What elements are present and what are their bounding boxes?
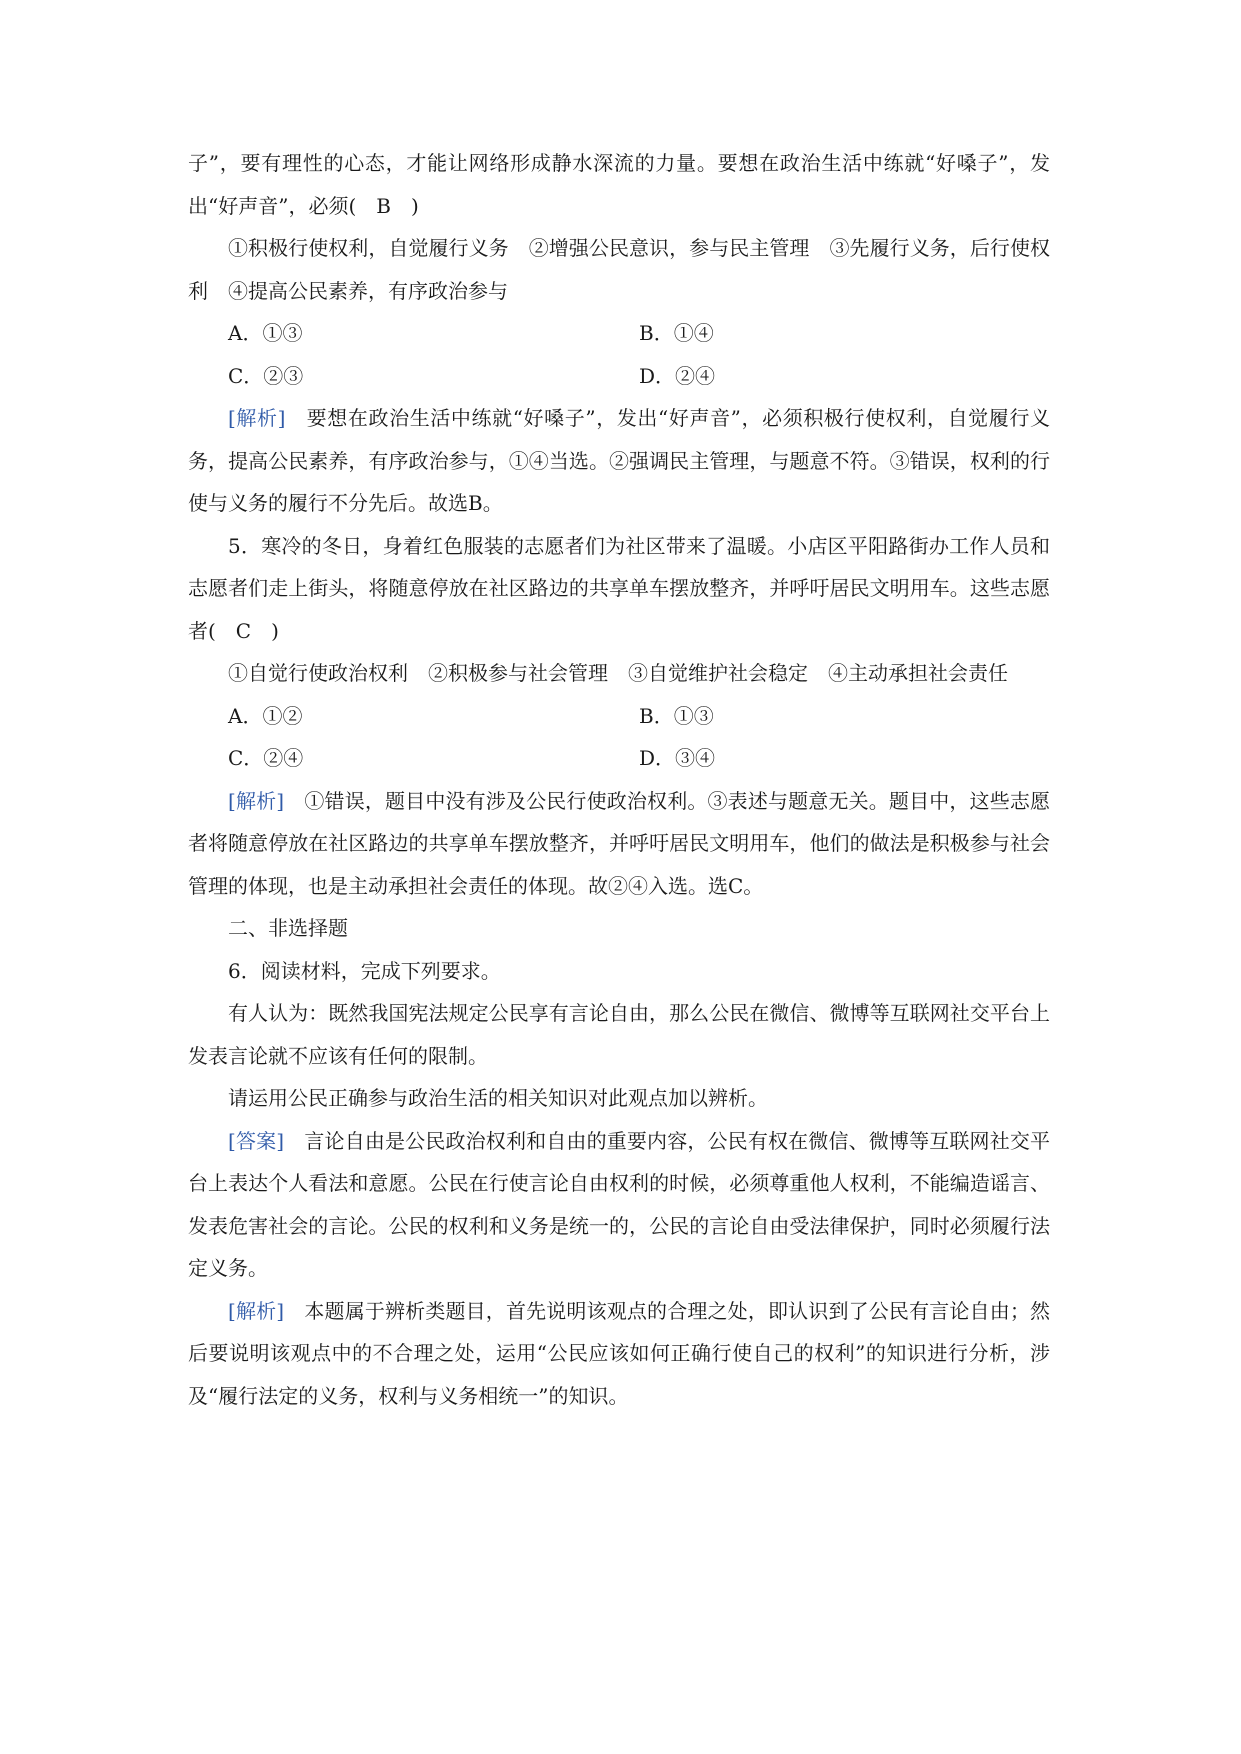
q4-items: ①积极行使权利，自觉履行义务 ②增强公民意识，参与民主管理 ③先履行义务，后行使权利 ④提高公民素养，有序政治参与 xyxy=(188,236,1050,303)
q5-options-row2 xyxy=(188,737,1050,780)
q5-analysis-text: ①错误，题目中没有涉及公民行使政治权利。③表述与题意无关。题目中，这些志愿者将随意停放在社区路边的共享单车摆放整齐，并呼吁居民文明用车，他们的做法是积极参与社会管理的体现，也是主动承担社会责任的体现。故②④入选。选C。 xyxy=(188,788,1051,898)
q5-option-a: A．①② xyxy=(228,703,303,728)
section-title: 二、非选择题 xyxy=(228,916,348,940)
q5-option-d: D．③④ xyxy=(639,746,716,770)
q4-option-b: B．①④ xyxy=(639,321,714,345)
q4-analysis xyxy=(188,397,1050,525)
q4-stem: 子”，要有理性的心态，才能让网络形成静水深流的力量。要想在政治生活中练就“好嗓子”，发出“好声音”，必须( B ) xyxy=(188,151,1050,218)
q6-requirement: 请运用公民正确参与政治生活的相关知识对此观点加以辨析。 xyxy=(228,1086,768,1110)
q4-option-a: A．①③ xyxy=(228,321,303,345)
document-page xyxy=(188,142,1050,1417)
q6-stem: 6．阅读材料，完成下列要求。 xyxy=(228,958,501,983)
q4-option-d: D．②④ xyxy=(639,363,716,388)
q4-options-row1 xyxy=(188,312,1050,355)
q4-analysis-text: 要想在政治生活中练就“好嗓子”，发出“好声音”，必须积极行使权利，自觉履行义务，提高公民素养，有序政治参与，①④当选。②强调民主管理，与题意不符。③错误，权利的行使与义务的履行不分先后。故选B。 xyxy=(188,406,1051,515)
q6-material: 有人认为：既然我国宪法规定公民享有言论自由，那么公民在微信、微博等互联网社交平台上发表言论就不应该有任何的限制。 xyxy=(188,1001,1050,1068)
q5-items: ①自觉行使政治权利 ②积极参与社会管理 ③自觉维护社会稳定 ④主动承担社会责任 xyxy=(228,661,1008,685)
q6-analysis-text: 本题属于辨析类题目，首先说明该观点的合理之处，即认识到了公民有言论自由；然后要说明该观点中的不合理之处，运用“公民应该如何正确行使自己的权利”的知识进行分析，涉及“履行法定的义务，权利与义务相统一”的知识。 xyxy=(188,1298,1051,1408)
q6-answer-tag: [答案] xyxy=(228,1128,285,1153)
q4-option-c: C．②③ xyxy=(228,363,304,388)
q5-option-b: B．①③ xyxy=(639,703,714,728)
q5-analysis-tag: [解析] xyxy=(228,788,285,813)
q6-analysis xyxy=(188,1290,1050,1418)
q4-options-row2 xyxy=(188,355,1050,398)
q5-analysis xyxy=(188,780,1050,908)
q6-analysis-tag: [解析] xyxy=(228,1298,285,1323)
q5-stem: 5．寒冷的冬日，身着红色服装的志愿者们为社区带来了温暖。小店区平阳路街办工作人员和志愿者们走上街头，将随意停放在社区路边的共享单车摆放整齐，并呼吁居民文明用车。这些志愿者( C ) xyxy=(188,533,1050,643)
q5-option-c: C．②④ xyxy=(228,746,304,770)
q6-answer-text: 言论自由是公民政治权利和自由的重要内容，公民有权在微信、微博等互联网社交平台上表达个人看法和意愿。公民在行使言论自由权利的时候，必须尊重他人权利，不能编造谣言、发表危害社会的言论。公民的权利和义务是统一的，公民的言论自由受法律保护，同时必须履行法定义务。 xyxy=(188,1128,1051,1280)
q5-options-row1 xyxy=(188,695,1050,738)
q4-analysis-tag: [解析] xyxy=(228,406,286,430)
q6-answer xyxy=(188,1120,1050,1290)
